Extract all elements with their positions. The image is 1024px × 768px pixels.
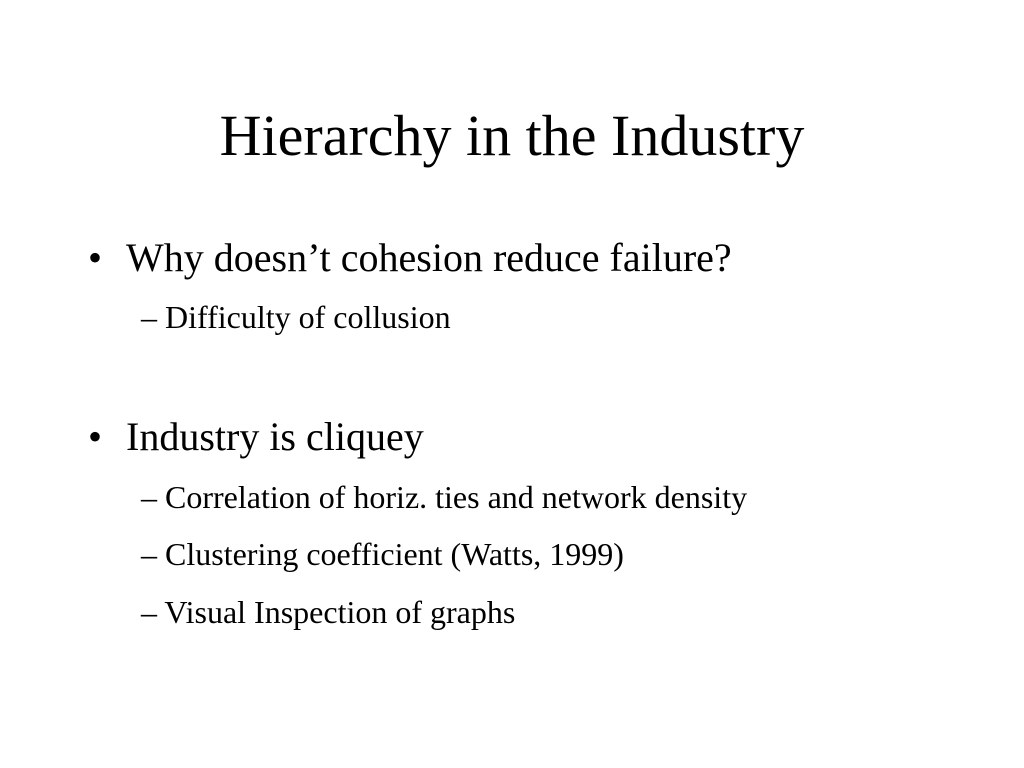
bullet-marker: • [88,414,103,459]
bullet-marker: • [88,235,103,280]
bullet-text: Why doesn’t cohesion reduce failure? [126,235,732,280]
bullet-item [88,413,424,461]
sub-bullet-item: – Difficulty of collusion [141,299,451,335]
sub-bullet-item: – Visual Inspection of graphs [141,594,516,630]
bullet-text: Industry is cliquey [126,414,424,459]
sub-bullet-item: – Clustering coefficient (Watts, 1999) [141,536,624,572]
slide-title: Hierarchy in the Industry [219,103,805,168]
bullet-item [88,234,732,282]
sub-bullet-item: – Correlation of horiz. ties and network density [141,479,748,515]
